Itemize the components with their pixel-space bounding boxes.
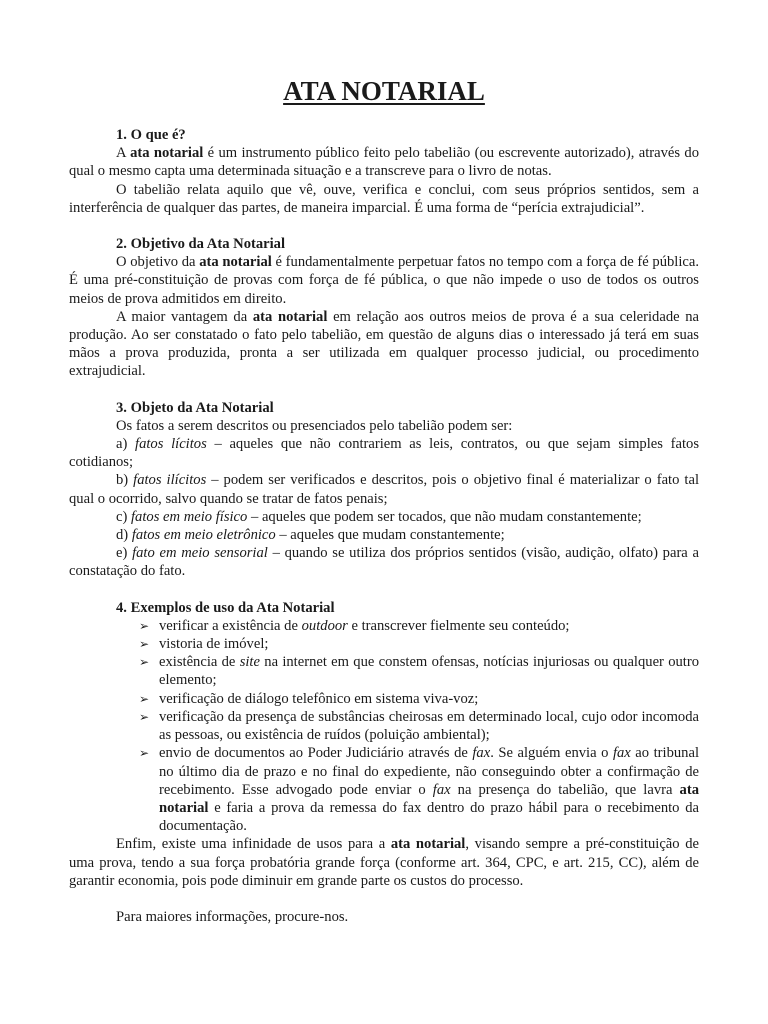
document-body	[69, 76, 699, 926]
list-item: ➢ verificação da presença de substâncias cheirosas em determinado local, cujo odor incomoda as pessoas, ou existência de ruídos (poluição ambiental);	[139, 708, 699, 744]
arrow-bullet-icon: ➢	[139, 746, 150, 761]
list-item: e) fato em meio sensorial – quando se utiliza dos próprios sentidos (visão, audição, olfato) para a constatação do fato.	[69, 545, 699, 580]
list-item: ➢ existência de site na internet em que constem ofensas, notícias injuriosas ou qualquer outro elemento;	[139, 654, 700, 689]
list-item: d) fatos em meio eletrônico – aqueles que mudam constantemente;	[116, 527, 505, 544]
list-item: ➢ verificação de diálogo telefônico em sistema viva-voz;	[139, 690, 479, 707]
section-heading: 1. O que é?	[116, 127, 186, 143]
section-heading: 4. Exemplos de uso da Ata Notarial	[116, 599, 335, 616]
list-item: ➢ verificar a existência de outdoor e transcrever fielmente seu conteúdo;	[139, 617, 570, 634]
list-item: ➢ envio de documentos ao Poder Judiciário através de fax. Se alguém envia o fax ao tribunal no último dia de prazo e no final do expediente, não conseguindo obter a confirmação de recebimento. Esse advogado pode enviar o fax na presença do tabelião, que lavra ata notarial e faria a prova da remessa do fax dentro do prazo hábil para o recebimento da documentação.	[139, 745, 699, 835]
list-item: c) fatos em meio físico – aqueles que podem ser tocados, que não mudam constantemente;	[116, 508, 642, 525]
section-object	[69, 399, 699, 581]
paragraph: Os fatos a serem descritos ou presenciados pelo tabelião podem ser:	[116, 417, 513, 434]
list-item: ➢ vistoria de imóvel;	[139, 636, 269, 653]
arrow-bullet-icon: ➢	[139, 618, 150, 633]
section-examples	[69, 599, 699, 890]
arrow-bullet-icon: ➢	[139, 637, 150, 652]
arrow-bullet-icon: ➢	[139, 691, 150, 706]
arrow-bullet-icon: ➢	[139, 709, 150, 724]
section-heading: 2. Objetivo da Ata Notarial	[116, 236, 286, 253]
paragraph: O tabelião relata aquilo que vê, ouve, verifica e conclui, com seus próprios sentidos, sem a interferência de qualquer das partes, de maneira imparcial. É uma forma de “perícia extrajudicial”.	[69, 181, 699, 216]
paragraph: Enfim, existe uma infinidade de usos para a ata notarial, visando sempre a pré-constituição de uma prova, tendo a sua força probatória grande força (conforme art. 364, CPC, e art. 215, CC), além de garantir economia, pois pode diminuir em grande parte os custos do processo.	[69, 836, 699, 889]
contact-note: Para maiores informações, procure-nos.	[116, 908, 349, 925]
examples-list	[69, 617, 699, 835]
paragraph: A maior vantagem da ata notarial em relação aos outros meios de prova é a sua celeridade na produção. Ao ser constatado o fato pelo tabelião, em questão de alguns dias o interessado já terá em suas mãos a prova produzida, pronta a ser utilizada em qualquer processo judicial, ou procedimento extrajudicial.	[69, 308, 700, 380]
list-item: a) fatos lícitos – aqueles que não contrariem as leis, contratos, ou que sejam simples fatos cotidianos;	[69, 436, 699, 471]
page-title: ATA NOTARIAL	[283, 76, 485, 106]
list-item: b) fatos ilícitos – podem ser verificados e descritos, pois o objetivo final é materializar o fato tal qual o ocorrido, salvo quando se tratar de fatos penais;	[69, 472, 699, 507]
section-heading: 3. Objeto da Ata Notarial	[116, 399, 274, 416]
section-objective	[69, 235, 699, 381]
paragraph: A ata notarial é um instrumento público feito pelo tabelião (ou escrevente autorizado), através do qual o mesmo capta uma determinada situação e a transcreve para o livro de notas.	[69, 145, 699, 180]
paragraph: O objetivo da ata notarial é fundamentalmente perpetuar fatos no tempo com a força de fé pública. É uma pré-constituição de provas com força de fé pública, o que não impede o uso de todos os outros meios de prova admitidos em direito.	[69, 254, 700, 307]
section-what-is	[69, 126, 699, 217]
arrow-bullet-icon: ➢	[139, 655, 150, 670]
